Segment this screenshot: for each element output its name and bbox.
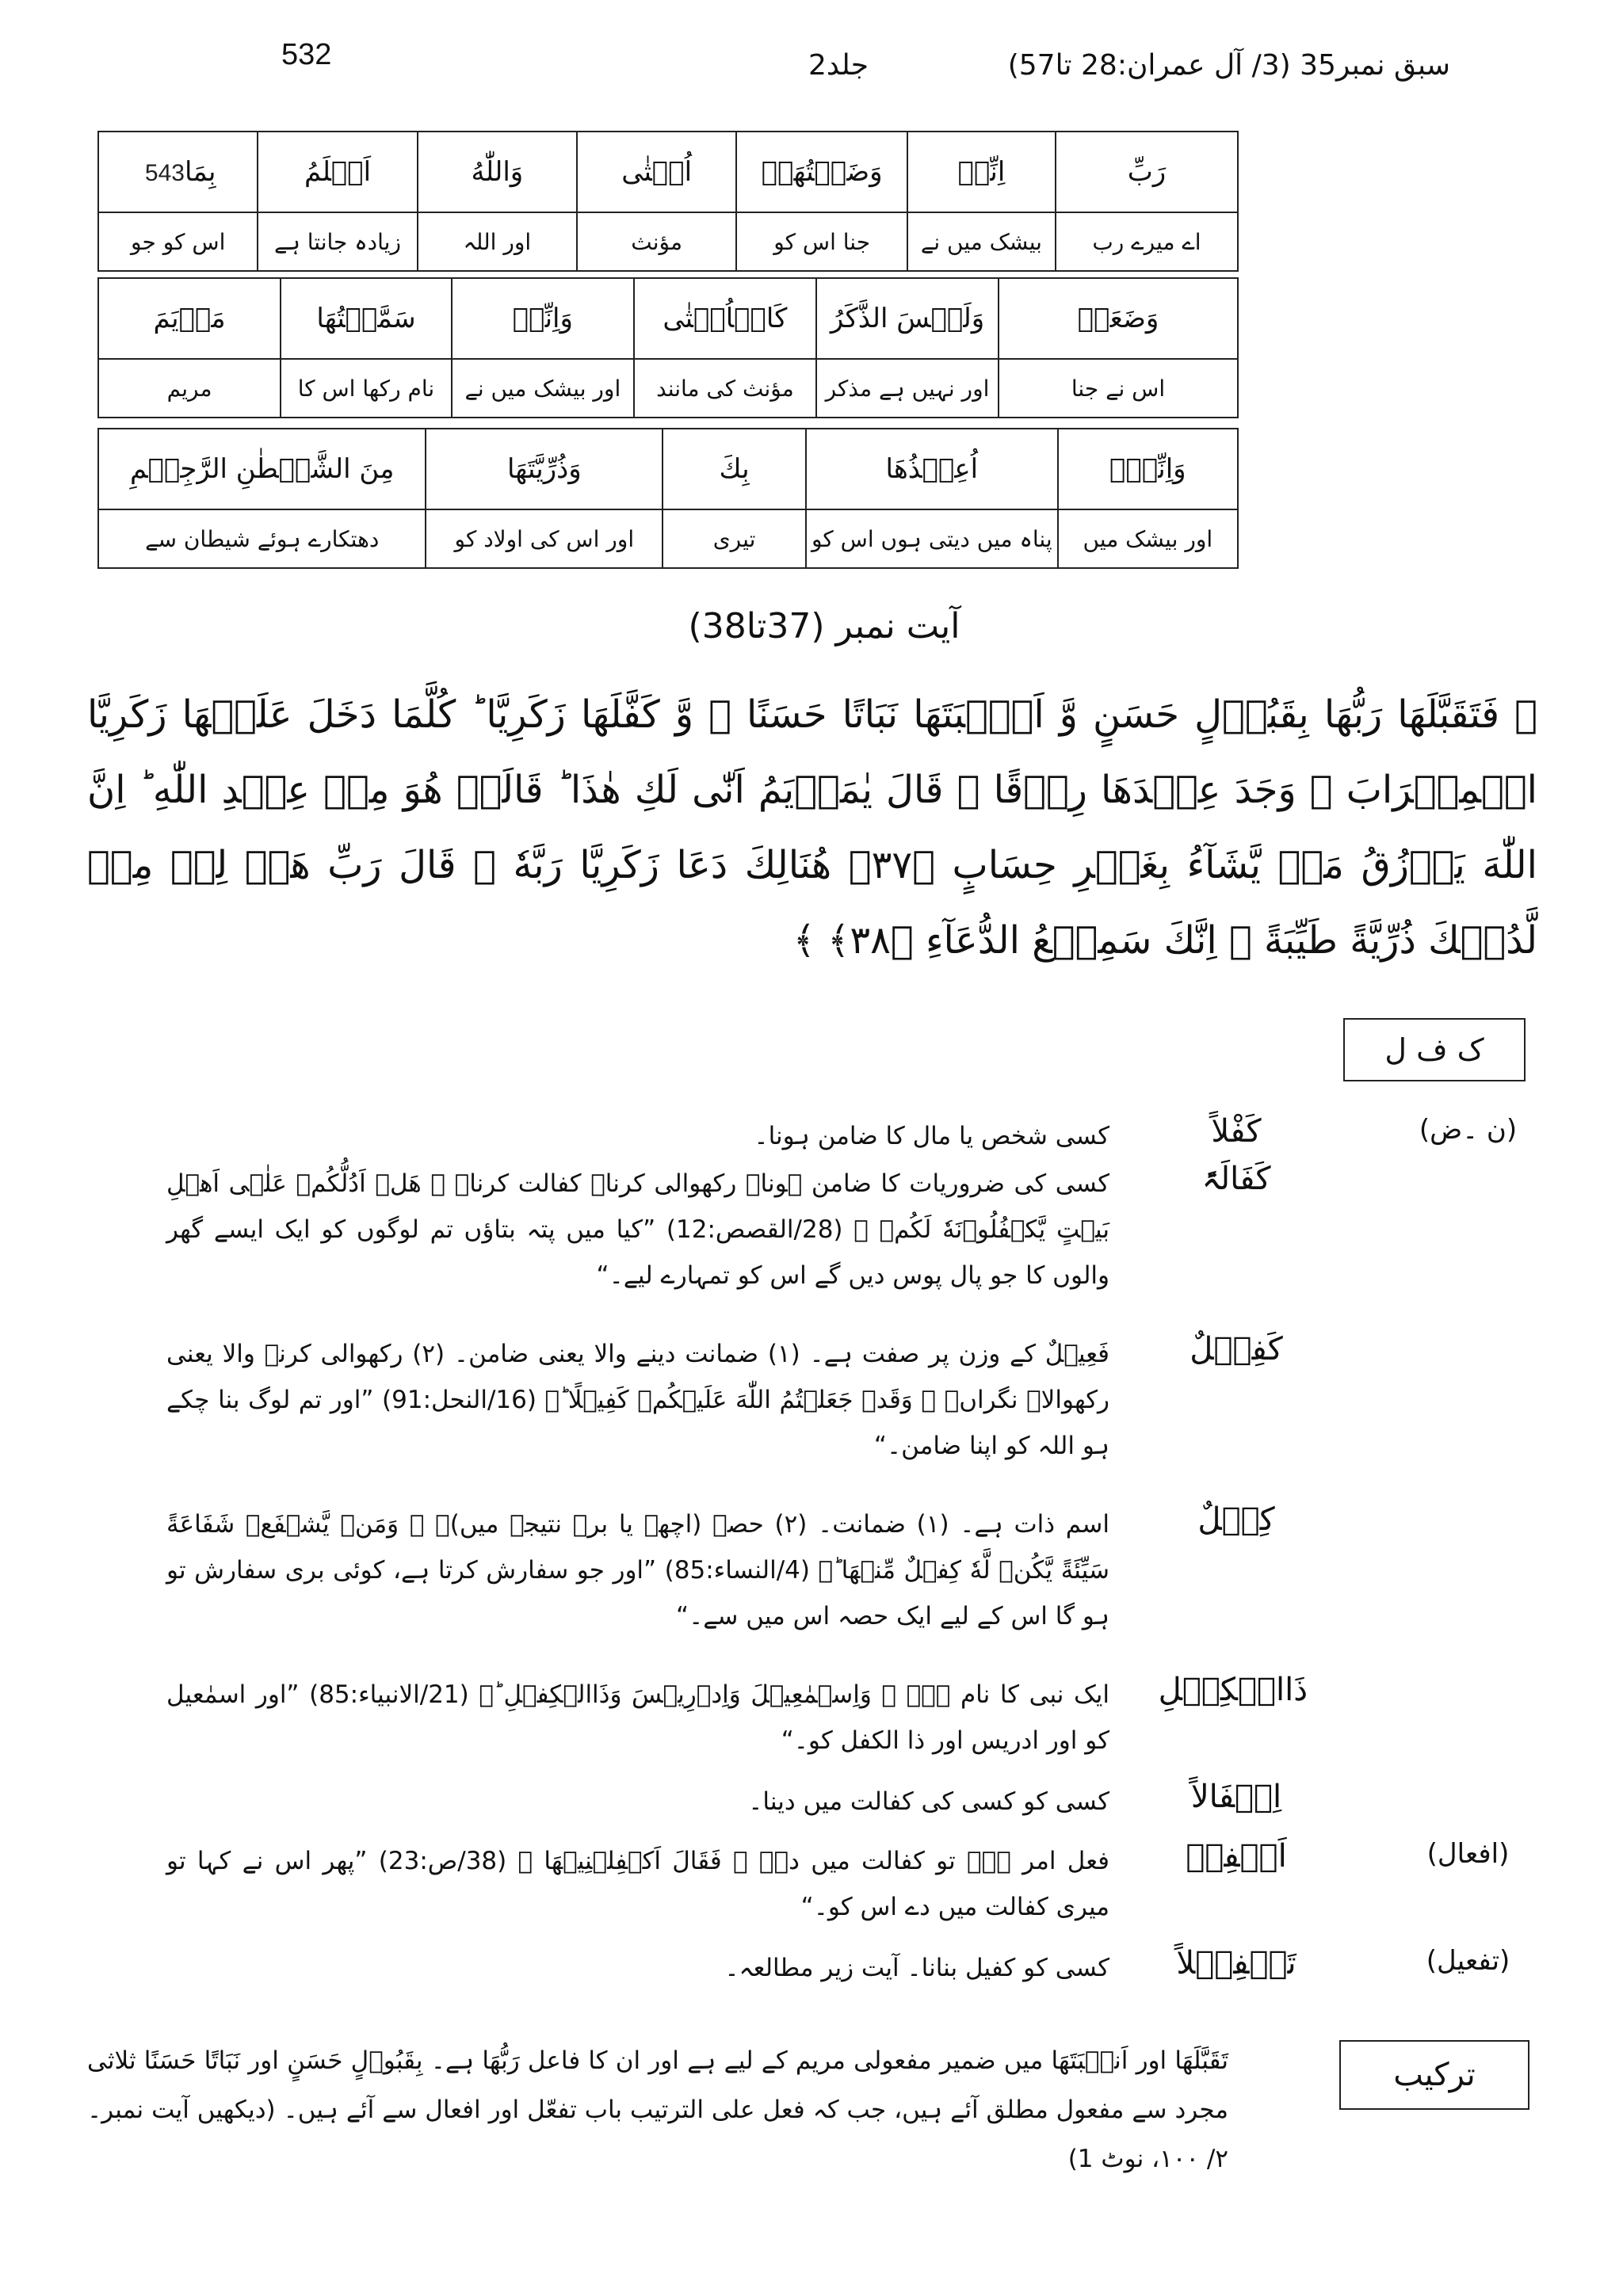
dictionary-entry xyxy=(87,1331,1537,1460)
vocab-arabic: وَذُرِّیَّتَهَا xyxy=(426,429,663,509)
entry-word: ذَاالۡکِفۡلِ xyxy=(1158,1672,1308,1708)
vocab-arabic: وَاللّٰهُ xyxy=(418,132,577,212)
entry-word: تَکۡفِیۡلاً xyxy=(1176,1945,1296,1981)
vocab-cell-last xyxy=(98,132,258,212)
vocab-urdu: اے میرے رب xyxy=(1056,212,1238,271)
vocab-table-3 xyxy=(97,428,1239,569)
vocab-arabic: وَضَعَتۡ xyxy=(999,278,1238,359)
vocab-urdu: مریم xyxy=(98,359,281,418)
page-number: 532 xyxy=(281,38,332,71)
entry-definition: کسی شخص یا مال کا ضامن ہونا۔ xyxy=(754,1122,1109,1150)
vocab-urdu: اور بیشک میں xyxy=(1058,509,1238,568)
volume-label: جلد2 xyxy=(808,49,869,82)
vocab-arabic: وَاِنِّیۡ xyxy=(452,278,634,359)
entry-definition: فَعِیۡلٌ کے وزن پر صفت ہے۔ (۱) ضمانت دینے والا یعنی ضامن۔ (۲) رکھوالی کرنے والا یعنی رکھوالا۔ نگراں۔ ﴿ وَقَدۡ جَعَلۡتُمُ اللّٰهَ عَلَیۡکُمۡ کَفِیۡلًا ؕ﴾ (16/النحل:91) ”اور تم لوگ بنا چکے ہو اللہ کو اپنا ضامن۔“ xyxy=(166,1340,1109,1460)
dictionary-entry xyxy=(87,1838,1537,1921)
entry-pattern: (تفعیل) xyxy=(1426,1945,1510,1977)
vocab-urdu: مؤنث xyxy=(577,212,736,271)
vocab-urdu: اور نہیں ہے مذکر xyxy=(816,359,999,418)
vocab-urdu: تیری xyxy=(663,509,806,568)
entry-word: کِفۡلٌ xyxy=(1197,1501,1275,1538)
root-letters-box: ک ف ل xyxy=(1343,1018,1526,1081)
entry-definition: کسی کو کفیل بنانا۔ آیت زیر مطالعہ۔ xyxy=(724,1954,1109,1982)
vocab-urdu: نام رکھا اس کا xyxy=(281,359,452,418)
entry-definition: فعل امر ہے۔ تو کفالت میں دے۔ ﴿ فَقَالَ اَکۡفِلۡنِیۡهَا ﴾ (38/ص:23) ”پھر اس نے کہا تو میری کفالت میں دے اس کو۔“ xyxy=(166,1847,1109,1921)
vocab-arabic: مَرۡیَمَ xyxy=(98,278,281,359)
entry-definition: اسم ذات ہے۔ (۱) ضمانت۔ (۲) حصہ (اچھے یا برے نتیجے میں)۔ ﴿ وَمَنۡ یَّشۡفَعۡ شَفَاعَةً سَیِّئَةً یَّکُنۡ لَّهٗ کِفۡلٌ مِّنۡهَا ؕ﴾ (4/النساء:85) ”اور جو سفارش کرتا ہے، کوئی بری سفارش تو ہو گا اس کے لیے ایک حصہ اس میں سے۔“ xyxy=(166,1510,1109,1630)
vocab-arabic: وَضَعۡتُهَاۤ xyxy=(736,132,907,212)
dictionary-entry xyxy=(87,1945,1537,1982)
entry-pattern: (افعال) xyxy=(1426,1838,1510,1870)
vocab-arabic: وَاِنِّیۡۤ xyxy=(1058,429,1238,509)
vocab-urdu: اور اس کی اولاد کو xyxy=(426,509,663,568)
vocab-table-1 xyxy=(97,131,1239,272)
vocab-urdu: بیشک میں نے xyxy=(907,212,1056,271)
vocab-urdu: مؤنث کی مانند xyxy=(634,359,816,418)
entry-word: کَفَالَۃً xyxy=(1201,1161,1271,1197)
vocab-arabic: بِكَ xyxy=(663,429,806,509)
vocab-arabic: اَعۡلَمُ xyxy=(258,132,417,212)
vocab-urdu: اور اللہ xyxy=(418,212,577,271)
entry-pattern: (ن ۔ض) xyxy=(1419,1114,1518,1146)
lesson-title: سبق نمبر35 (3/ آل عمران:28 تا57) xyxy=(1007,49,1450,82)
vocab-urdu: پناہ میں دیتی ہوں اس کو xyxy=(806,509,1058,568)
vocab-arabic: اُنۡثٰی xyxy=(577,132,736,212)
dictionary-entry xyxy=(87,1501,1537,1630)
vocab-urdu: اور بیشک میں نے xyxy=(452,359,634,418)
vocab-arabic: سَمَّیۡتُهَا xyxy=(281,278,452,359)
vocab-arabic: اِنِّیۡ xyxy=(907,132,1056,212)
vocab-urdu: زیادہ جانتا ہے xyxy=(258,212,417,271)
entry-word: اَکۡفِلۡ xyxy=(1186,1838,1287,1875)
vocab-arabic: کَالۡاُنۡثٰی xyxy=(634,278,816,359)
tarkeeb-label-box: ترکیب xyxy=(1339,2040,1529,2110)
vocab-table-2 xyxy=(97,277,1239,418)
stray-number: 543 xyxy=(144,160,185,186)
vocab-urdu: دھتکارے ہوئے شیطان سے xyxy=(98,509,426,568)
vocab-arabic: رَبِّ xyxy=(1056,132,1238,212)
entry-definition: ایک نبی کا نام ہے۔ ﴿ وَاِسۡمٰعِیۡلَ وَاِدۡرِیۡسَ وَذَاالۡکِفۡلِ ؕ﴾ (21/الانبیاء:85) ”اور اسمٰعیل کو اور ادریس اور ذا الکفل کو۔“ xyxy=(166,1680,1110,1755)
vocab-arabic: بِمَا xyxy=(184,156,216,188)
vocab-urdu: اس نے جنا xyxy=(999,359,1238,418)
entry-definition: کسی کی ضروریات کا ضامن ہونا۔ رکھوالی کرنا۔ کفالت کرنا۔ ﴿ هَلۡ اَدُلُّکُمۡ عَلٰۤی اَهۡلِ بَیۡتٍ یَّکۡفُلُوۡنَهٗ لَکُمۡ ﴾ (28/القصص:12) ”کیا میں پتہ بتاؤں تم لوگوں کو ایک ایسے گھر والوں کا جو پال پوس دیں گے اس کو تمہارے لیے۔“ xyxy=(166,1169,1109,1290)
tarkeeb-text: تَقَبَّلَهَا اور اَنۡۢبَتَهَا میں ضمیر مفعولی مریم کے لیے ہے اور ان کا فاعل رَبُّهَا ہے۔ بِقَبُوۡلٍ حَسَنٍ اور نَبَاتًا حَسَنًا ثلاثی مجرد سے مفعول مطلق آئے ہیں، جب کہ فعل علی الترتیب باب تفعّل اور افعال سے آئے ہیں۔ (دیکھیں آیت نمبر۔ ۲/ ۱۰۰، نوٹ 1) xyxy=(87,2046,1228,2173)
dictionary-entry xyxy=(87,1113,1537,1150)
vocab-arabic: اُعِیۡذُهَا xyxy=(806,429,1058,509)
ayah-heading: آیت نمبر (37تا38) xyxy=(688,606,960,646)
entry-word: کَفِیۡلٌ xyxy=(1190,1331,1283,1367)
entry-definition: کسی کو کسی کی کفالت میں دینا۔ xyxy=(748,1787,1109,1816)
vocab-arabic: وَلَیۡسَ الذَّکَرُ xyxy=(816,278,999,359)
vocab-urdu: اس کو جو xyxy=(98,212,258,271)
entry-word: اِکۡفَالاً xyxy=(1190,1779,1282,1815)
entry-word: کَفْلاً xyxy=(1211,1113,1262,1150)
vocab-urdu: جنا اس کو xyxy=(736,212,907,271)
vocab-arabic: مِنَ الشَّیۡطٰنِ الرَّجِیۡمِ xyxy=(98,429,426,509)
ayah-text: ﴿ فَتَقَبَّلَهَا رَبُّهَا بِقَبُوۡلٍ حَسَنٍ وَّ اَنۡۢبَتَهَا نَبَاتًا حَسَنًا ۙ وَّ کَفَّلَهَا زَکَرِیَّا ؕ کُلَّمَا دَخَلَ عَلَیۡهَا زَکَرِیَّا الۡمِحۡرَابَ ۙ وَجَدَ عِنۡدَهَا رِزۡقًا ۚ قَالَ یٰمَرۡیَمُ اَنّٰی لَكِ هٰذَا ؕ قَالَتۡ هُوَ مِنۡ عِنۡدِ اللّٰهِ ؕ اِنَّ اللّٰهَ یَرۡزُقُ مَنۡ یَّشَآءُ بِغَیۡرِ حِسَابٍ ﴿۳۷﴾ هُنَالِكَ دَعَا زَکَرِیَّا رَبَّهٗ ۚ قَالَ رَبِّ هَبۡ لِیۡ مِنۡ لَّدُنۡكَ ذُرِّیَّةً طَیِّبَةً ۚ اِنَّكَ سَمِیۡعُ الدُّعَآءِ ﴿۳۸﴾ ﴾ xyxy=(87,692,1538,963)
